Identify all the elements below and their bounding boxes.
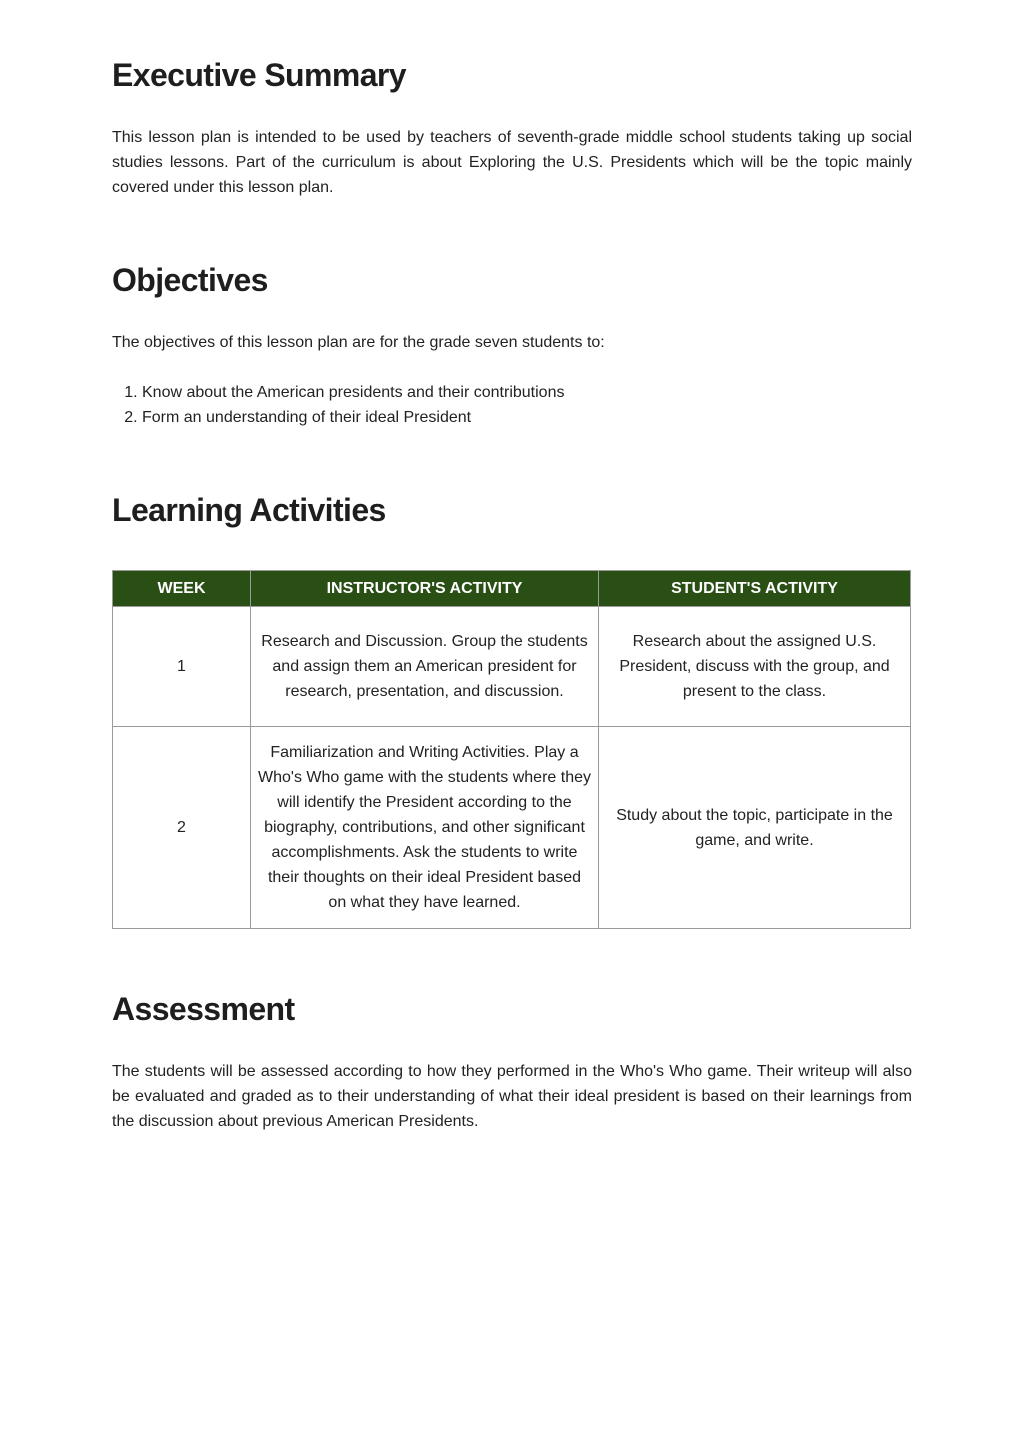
objectives-section: [112, 261, 912, 299]
cell-instructor-activity: Research and Discussion. Group the students and assign them an American president for research, presentation, and discussion.: [251, 607, 599, 727]
cell-student-activity: Research about the assigned U.S. President, discuss with the group, and present to the class.: [599, 607, 911, 727]
executive-summary-heading: Executive Summary: [112, 57, 406, 93]
cell-student-activity: Study about the topic, participate in the game, and write.: [599, 727, 911, 929]
learning-activities-table-wrap: [112, 570, 912, 929]
learning-activities-section: [112, 491, 912, 529]
cell-instructor-activity: Familiarization and Writing Activities. Play a Who's Who game with the students where they will identify the President according to the biography, contributions, and other significant accomplishments. Ask the students to write their thoughts on their ideal President based on what they have learned.: [251, 727, 599, 929]
table-header-row: [113, 571, 911, 607]
objectives-intro: The objectives of this lesson plan are for the grade seven students to:: [112, 334, 605, 351]
cell-week: 1: [113, 607, 251, 727]
assessment-body: The students will be assessed according to how they performed in the Who's Who game. Their writeup will also be evaluated and graded as to their understanding of what their ideal president is based on their learnings from the discussion about previous American Presidents.: [112, 1063, 912, 1130]
header-student-activity: STUDENT'S ACTIVITY: [599, 571, 911, 607]
learning-activities-heading: Learning Activities: [112, 492, 386, 528]
assessment-body-wrap: [112, 1059, 912, 1134]
assessment-section: [112, 990, 912, 1028]
objective-item: 2. Form an understanding of their ideal President: [142, 405, 912, 430]
executive-summary-section: [112, 56, 912, 94]
header-week: WEEK: [113, 571, 251, 607]
objectives-list: [112, 380, 912, 430]
executive-summary-body-wrap: [112, 125, 912, 200]
assessment-heading: Assessment: [112, 991, 295, 1027]
objectives-list-wrap: [112, 380, 912, 430]
cell-week: 2: [113, 727, 251, 929]
objective-item: 1. Know about the American presidents and their contributions: [142, 380, 912, 405]
learning-activities-table: [112, 570, 911, 929]
executive-summary-body: This lesson plan is intended to be used by teachers of seventh-grade middle school students taking up social studies lessons. Part of the curriculum is about Exploring the U.S. Presidents which will be the topic mainly covered under this lesson plan.: [112, 129, 912, 196]
header-instructor-activity: INSTRUCTOR'S ACTIVITY: [251, 571, 599, 607]
objectives-heading: Objectives: [112, 262, 268, 298]
table-row: [113, 727, 911, 929]
objectives-intro-wrap: [112, 330, 912, 355]
table-row: [113, 607, 911, 727]
